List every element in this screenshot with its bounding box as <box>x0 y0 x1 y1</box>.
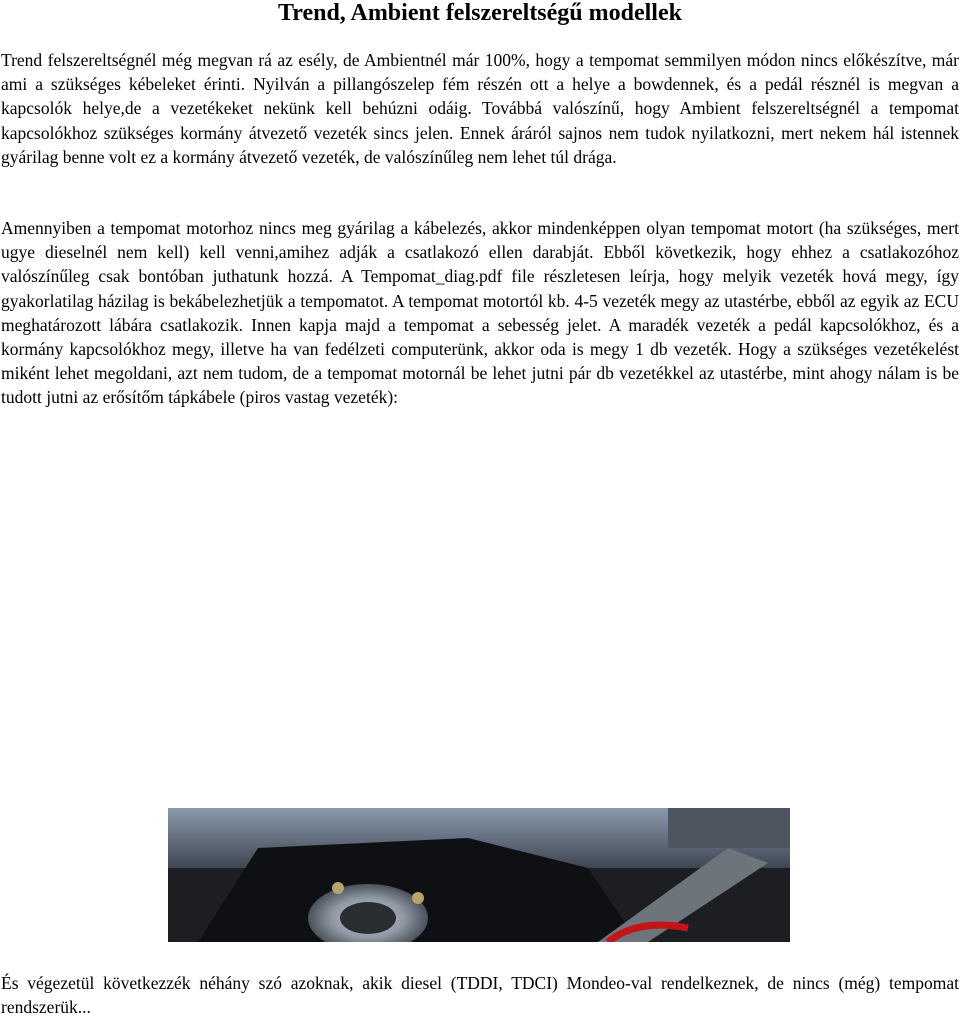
paragraph-diesel: És végezetül következzék néhány szó azoknak, akik diesel (TDDI, TDCI) Mondeo-val rendelkeznek, de nincs (még) tempomat rendszerük... <box>1 973 959 1018</box>
engine-bay-photo <box>168 808 790 942</box>
paragraph-wiring: Amennyiben a tempomat motorhoz nincs meg gyárilag a kábelezés, akkor mindenképpen olyan tempomat motort (ha szükséges, mert ugye dieselnél nem kell) kell venni,amihez adják a csatlakozó ellen darabját. Ebből következik, hogy ehhez a csatlakozóhoz valószínűleg csak bontóban juthatunk hozzá. A Tempomat_diag.pdf file részletesen leírja, hogy melyik vezeték hová megy, így gyakorlatilag házilag is bekábelezhetjük a tempomatot. A tempomat motortól kb. 4-5 vezeték megy az utastérbe, ebből az egyik az ECU meghatározott lábára csatlakozik. Innen kapja majd a tempomat a sebesség jelet. A maradék vezeték a pedál kapcsolókhoz, és a kormány kapcsolókhoz megy, illetve ha van fedélzeti computerünk, akkor oda is megy 1 db vezeték. Hogy a szükséges vezetékelést miként lehet megoldani, azt nem tudom, de a tempomat motornál be lehet jutni pár db vezetékkel az utastérbe, mint ahogy nálam is be tudott jutni az erősítőm tápkábele (piros vastag vezeték): <box>1 218 959 408</box>
paragraph-trend-ambient: Trend felszereltségnél még megvan rá az esély, de Ambientnél már 100%, hogy a tempomat semmilyen módon nincs előkészítve, már ami a szükséges kébeleket érinti. Nyilván a pillangószelep fém részén ott a helye a bowdennek, és a pedál résznél is megvan a kapcsolók helye,de a vezetékeket nekünk kell behúzni odáig. Továbbá valószínű, hogy Ambient felszereltségnél a tempomat kapcsolókhoz szükséges kormány átvezető vezeték sincs jelen. Ennek áráról sajnos nem tudok nyilatkozni, mert nekem hál istennek gyárilag benne volt ez a kormány átvezető vezeték, de valószínűleg nem lehet túl drága. <box>1 50 959 167</box>
page-title: Trend, Ambient felszereltségű modellek <box>278 0 682 26</box>
